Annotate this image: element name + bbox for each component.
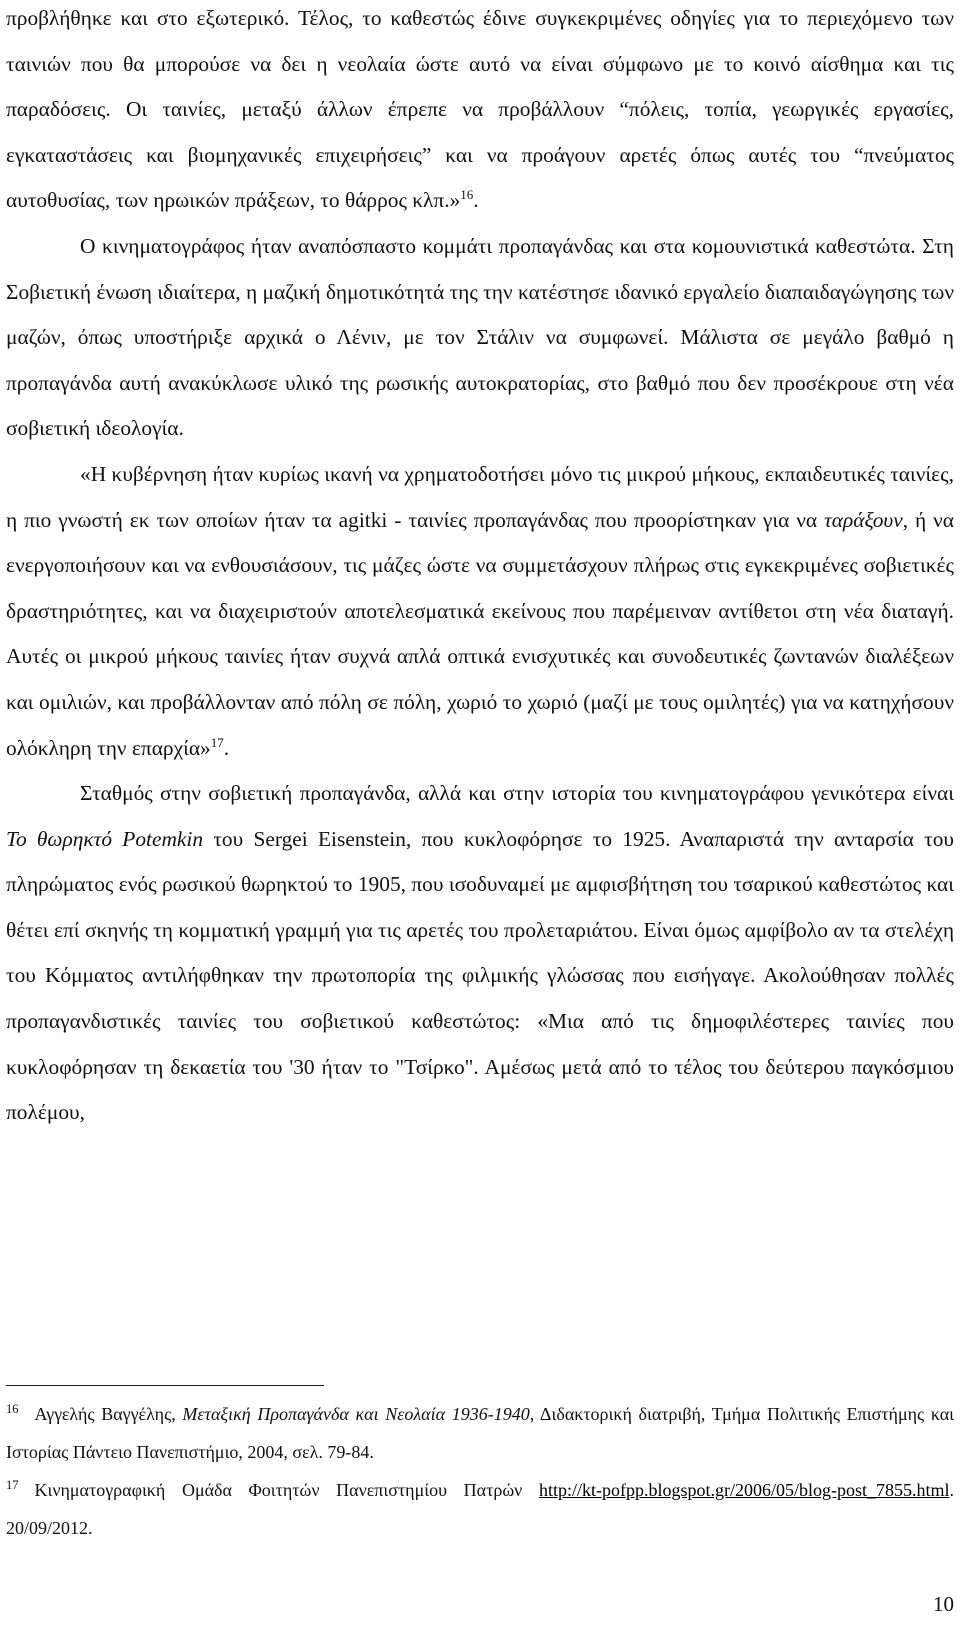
paragraph-4 bbox=[6, 771, 954, 1136]
footnote-16-title: Μεταξική Προπαγάνδα και Νεολαία 1936-1940, bbox=[182, 1404, 535, 1424]
footnotes bbox=[6, 1395, 954, 1547]
footnote-ref-17[interactable]: 17 bbox=[210, 734, 224, 750]
footnote-17-link[interactable]: http://kt-pofpp.blogspot.gr/2006/05/blog-post_7855.html bbox=[538, 1480, 950, 1500]
paragraph-4-text-a: Σταθμός στην σοβιετική προπαγάνδα, αλλά και στην ιστορία του κινηματογράφου γενικότερα είναι bbox=[80, 781, 954, 806]
footnote-17-text-b: . 20/09/2012. bbox=[6, 1480, 954, 1538]
footnote-17 bbox=[6, 1471, 954, 1547]
body-text bbox=[6, 0, 954, 1136]
paragraph-2: Ο κινηματογράφος ήταν αναπόσπαστο κομμάτι προπαγάνδας και στα κομουνιστικά καθεστώτα. Στη Σοβιετική ένωση ιδιαίτερα, η μαζική δημοτικότητά της την κατέστησε ιδανικό εργαλείο διαπαιδαγώγησης των μαζών, όπως υποστήριξε αρχικά ο Λένιν, με τον Στάλιν να συμφωνεί. Μάλιστα σε μεγάλο βαθμό η προπαγάνδα αυτή ανακύκλωσε υλικό της ρωσικής αυτοκρατορίας, στο βαθμό που δεν προσέκρουε στη νέα σοβιετική ιδεολογία. bbox=[6, 233, 954, 441]
paragraph-3-emphasis: ταράξουν bbox=[824, 507, 903, 532]
footnote-16 bbox=[6, 1395, 954, 1471]
footnote-17-mark: 17 bbox=[6, 1478, 19, 1492]
paragraph-3-end: . bbox=[223, 735, 230, 760]
paragraph-3-text-b: , ή να ενεργοποιήσουν και να ενθουσιάσουν, τις μάζες ώστε να συμμετάσχουν πλήρως στις εγκεκριμένες σοβιετικές δραστηριότητες, και να διαχειριστούν αποτελεσματικά εκείνους που παρέμειναν αντίθετοι στη νέα διαταγή. Αυτές οι μικρού μήκους ταινίες ήταν συχνά απλά οπτικά ενισχυτικές και συνοδευτικές ζωντανών διαλέξεων και ομιλιών, και προβάλλονταν από πόλη σε πόλη, χωριό το χωριό (μαζί με τους ομιλητές) για να κατηχήσουν ολόκληρη την επαρχία» bbox=[6, 507, 955, 760]
page-number: 10 bbox=[933, 1592, 954, 1616]
footnote-ref-16[interactable]: 16 bbox=[460, 187, 474, 203]
footnote-16-mark: 16 bbox=[6, 1402, 19, 1416]
film-title: Το θωρηκτό Potemkin bbox=[6, 826, 204, 851]
paragraph-3 bbox=[6, 452, 954, 771]
paragraph-3-text-a: «Η κυβέρνηση ήταν κυρίως ικανή να χρηματοδοτήσει μόνο τις μικρού μήκους, εκπαιδευτικές ταινίες, η πιο γνωστή εκ των οποίων ήταν τα agitki - ταινίες προπαγάνδας που προορίστηκαν για να bbox=[6, 461, 954, 532]
paragraph-4-text-b: του Sergei Eisenstein, που κυκλοφόρησε το 1925. Αναπαριστά την ανταρσία του πληρώματος ενός ρωσικού θωρηκτού το 1905, που ισοδυναμεί με αμφισβήτηση του τσαρικού καθεστώτος και θέτει επί σκηνής τη κομματική γραμμή για τις αρετές του προλεταριάτου. Είναι όμως αμφίβολο αν τα στελέχη του Κόμματος αντιλήφθηκαν την πρωτοπορία της φιλμικής γλώσσας που εισήγαγε. Ακολούθησαν πολλές προπαγανδιστικές ταινίες του σοβιετικού καθεστώτος: «Μια από τις δημοφιλέστερες ταινίες που κυκλοφόρησαν τη δεκαετία του '30 ήταν το "Τσίρκο". Αμέσως μετά από το τέλος του δεύτερου παγκόσμιου πολέμου, bbox=[6, 826, 954, 1125]
footnote-16-text-b: Διδακτορική διατριβή, Τμήμα Πολιτικής Επιστήμης και Ιστορίας Πάντειο Πανεπιστήμιο, 2004, σελ. 79-84. bbox=[6, 1404, 954, 1462]
paragraph-1-text: προβλήθηκε και στο εξωτερικό. Τέλος, το καθεστώς έδινε συγκεκριμένες οδηγίες για το περιεχόμενο των ταινιών που θα μπορούσε να δει η νεολαία ώστε αυτό να είναι σύμφωνο με το κοινό αίσθημα και τις παραδόσεις. Οι ταινίες, μεταξύ άλλων έπρεπε να προβάλλουν “πόλεις, τοπία, γεωργικές εργασίες, εγκαταστάσεις και βιομηχανικές επιχειρήσεις” και να προάγουν αρετές όπως αυτές του “πνεύματος αυτοθυσίας, των ηρωικών πράξεων, το θάρρος κλπ.» bbox=[6, 6, 954, 213]
paragraph-1 bbox=[6, 0, 954, 224]
footnote-separator bbox=[6, 1385, 324, 1386]
footnote-16-text-a: Αγγελής Βαγγέλης, bbox=[34, 1404, 183, 1424]
footnote-17-text-a: Κινηματογραφική Ομάδα Φοιτητών Πανεπιστημίου Πατρών bbox=[34, 1480, 539, 1500]
paragraph-1-end: . bbox=[473, 188, 479, 213]
